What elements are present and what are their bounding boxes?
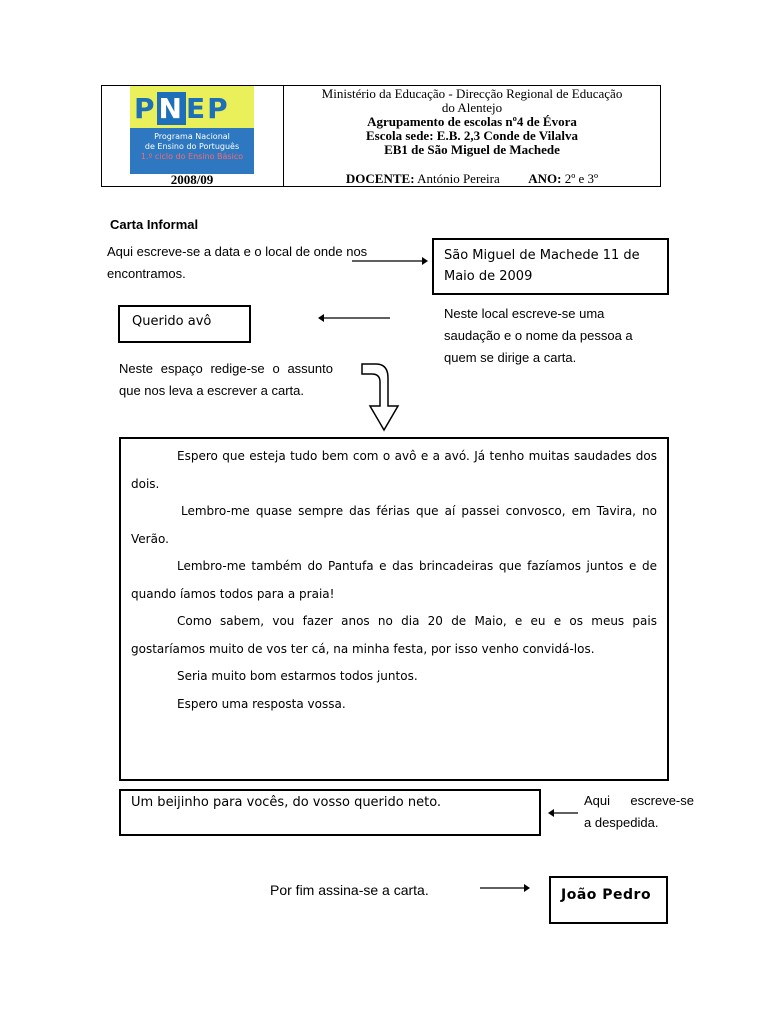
letter-paragraph: Lembro-me quase sempre das férias que aí passei convosco, em Tavira, no Verão. [131,504,657,546]
farewell-note: Aqui escreve-se a despedida. [584,793,694,830]
letter-body-box [119,437,669,781]
arrow-left-farewell-icon [548,808,578,818]
letter-paragraph: Lembro-me também do Pantufa e das brincadeiras que fazíamos juntos e de quando íamos todos para a praia! [131,559,657,601]
signature-box: João Pedro [549,876,668,924]
logo-caption: Programa Nacional de Ensino do Português 1.º ciclo do Ensino Básico [140,132,244,161]
grade-value: 2º e 3º [564,171,599,186]
ministry-line1: Ministério da Educação - Direcção Regional de Educação [321,86,623,101]
body-note: Neste espaço redige-se o assunto que nos leva a escrever a carta. [119,361,333,398]
school-year: 2008/09 [170,172,214,187]
teacher-line [284,171,660,187]
teacher-name: António Pereira [417,171,500,186]
curved-arrow-down-icon [360,360,402,432]
letter-paragraph: Seria muito bom estarmos todos juntos. [177,669,418,683]
pnep-logo [130,86,254,174]
letter-paragraph: Como sabem, vou fazer anos no dia 20 de Maio, e eu e os meus pais gostaríamos muito de vos ter cá, na minha festa, por isso venho convidá-los. [131,614,657,656]
arrow-left-greeting-icon [318,313,390,323]
grade-label: ANO: [528,171,562,186]
section-title: Carta Informal [110,217,199,232]
ministry-line2: do Alentejo [441,100,503,115]
letter-paragraph: Espero uma resposta vossa. [177,696,346,711]
farewell-box: Um beijinho para vocês, do vosso querido neto. [119,789,541,836]
greeting-box: Querido avô [118,305,251,343]
logo-letters: PNEP [134,92,230,125]
letter-paragraph: Espero que esteja tudo bem com o avô e a avó. Já tenho muitas saudades dos dois. [131,449,657,491]
signature-note: Por fim assina-se a carta. [270,882,429,898]
teacher-label: DOCENTE: [345,171,415,186]
arrow-right-signature-icon [480,883,530,893]
arrow-right-date-icon [352,256,428,266]
school-group: Agrupamento de escolas nº4 de Évora [367,114,577,129]
school-name: EB1 de São Miguel de Machede [384,142,560,157]
school-seat: Escola sede: E.B. 2,3 Conde de Vilalva [366,128,578,143]
date-note: Aqui escreve-se a data e o local de onde nos encontramos. [107,244,368,281]
date-place-box: São Miguel de Machede 11 de Maio de 2009 [432,238,669,295]
greeting-note: Neste local escreve-se uma saudação e o nome da pessoa a quem se dirige a carta. [444,306,633,365]
header-info [284,87,660,157]
